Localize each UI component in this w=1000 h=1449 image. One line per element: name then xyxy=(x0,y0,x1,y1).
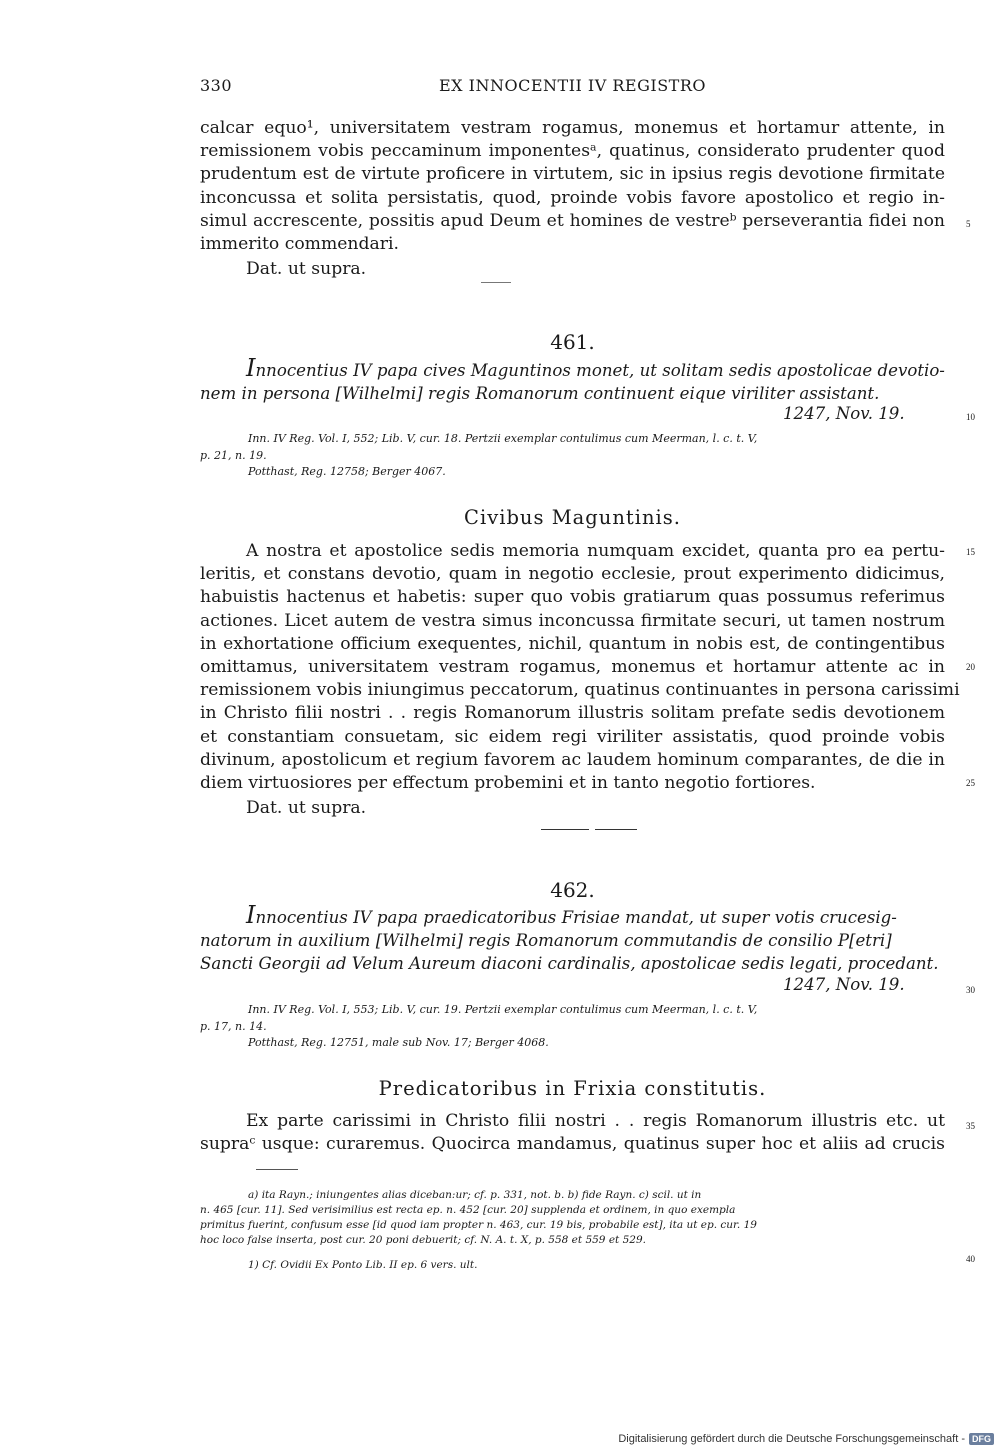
source-line: p. 21, n. 19. xyxy=(200,448,267,462)
footnote-line: 1) Cf. Ovidii Ex Ponto Lib. II ep. 6 vers. ult. xyxy=(248,1259,478,1271)
text-line: et constantiam consuetam, sic eidem regi viriliter assistatis, quod proinde vobis xyxy=(200,726,945,747)
regest-462 xyxy=(200,901,945,975)
source-line: p. 17, n. 14. xyxy=(200,1019,267,1033)
top-paragraph xyxy=(200,117,945,281)
text-line: Ex parte carissimi in Christo filii nostri . . regis Romanorum illustris etc. ut xyxy=(246,1111,945,1131)
regest-line: Sancti Georgii ad Velum Aureum diaconi cardinalis, apostolicae sedis legati, procedant. xyxy=(200,954,939,973)
text-line: actiones. Licet autem de vestra simus inconcussa firmitate securi, ut tamen nostrum xyxy=(200,610,945,631)
footnote-line: hoc loco false inserta, post cur. 20 poni debuerit; cf. N. A. t. X, p. 558 et 559 et 529. xyxy=(200,1234,646,1246)
text-line: remissionem vobis iniungimus peccatorum, quatinus continuantes in persona carissimi xyxy=(200,680,960,701)
text-line: diem virtuosiores per effectum probemini et in tanto negotio fortiores. xyxy=(200,773,816,794)
running-title: EX INNOCENTII IV REGISTRO xyxy=(439,76,706,95)
letter-body-462 xyxy=(200,1110,945,1156)
regest-line: nnocentius IV papa praedicatoribus Frisiae mandat, ut super votis crucesig- xyxy=(255,908,897,927)
source-461 xyxy=(200,431,945,481)
text-line: calcar equo¹, universitatem vestram rogamus, monemus et hortamur attente, in xyxy=(200,118,945,138)
text-line: supraᶜ usque: curaremus. Quocirca mandamus, quatinus super hoc et aliis ad crucis xyxy=(200,1134,945,1155)
dat-line: Dat. ut supra. xyxy=(246,798,367,819)
margin-number: 40 xyxy=(966,1254,975,1264)
text-line: leritis, et constans devotio, quam in negotio ecclesie, prout experimento didicimus, xyxy=(200,564,945,585)
letter-number-462: 462. xyxy=(550,878,595,902)
letter-body-461 xyxy=(200,540,960,820)
text-line: immerito commendari. xyxy=(200,234,399,255)
initial-letter: I xyxy=(246,354,256,382)
regest-line: nnocentius IV papa cives Maguntinos monet, ut solitam sedis apostolicae devotio- xyxy=(255,361,945,380)
dfg-logo: DFG xyxy=(969,1433,994,1445)
initial-letter: I xyxy=(246,901,256,929)
footnote-rule xyxy=(256,1169,298,1170)
address-461: Civibus Maguntinis. xyxy=(464,506,681,529)
date-462: 1247, Nov. 19. xyxy=(783,975,905,994)
margin-number: 10 xyxy=(966,412,975,422)
margin-number: 20 xyxy=(966,662,975,672)
text-line: A nostra et apostolice sedis memoria numquam excidet, quanta pro ea pertu- xyxy=(246,541,945,561)
text-line: simul accrescente, possitis apud Deum et homines de vestreᵇ perseverantia fidei non xyxy=(200,210,945,231)
text-line: divinum, apostolicum et regium favorem ac laudem hominum comparantes, de die in xyxy=(200,749,945,770)
page-number: 330 xyxy=(200,76,233,95)
text-line: omittamus, universitatem vestram rogamus, monemus et hortamur attente ac in xyxy=(200,657,945,678)
regest-line: natorum in auxilium [Wilhelmi] regis Romanorum commutandis de consilio P[etri] xyxy=(200,931,892,950)
text-line: in exhortatione officium exequentes, nichil, quantum in nobis est, de contingentibus xyxy=(200,633,945,654)
text-line: remissionem vobis peccaminum imponentesᵃ, quatinus, considerato prudenter quod xyxy=(200,141,945,162)
date-461: 1247, Nov. 19. xyxy=(783,404,905,423)
regest-461 xyxy=(200,354,945,405)
text-line: inconcussa et solita persistatis, quod, proinde vobis favore apostolico et regio in- xyxy=(200,187,945,208)
dat-line: Dat. ut supra. xyxy=(246,259,367,280)
source-line: Potthast, Reg. 12751, male sub Nov. 17; Berger 4068. xyxy=(248,1036,549,1049)
source-462 xyxy=(200,1002,945,1052)
footnote-line: primitus fuerint, confusum esse [id quod iam propter n. 463, cur. 19 bis, probabile est], ita ut ep. cur. 19 xyxy=(200,1219,757,1231)
margin-number: 30 xyxy=(966,985,975,995)
footnotes xyxy=(200,1188,945,1273)
regest-line: nem in persona [Wilhelmi] regis Romanorum continuent eique viriliter assistant. xyxy=(200,384,880,403)
footnote-line: a) ita Rayn.; iniungentes alias diceban:ur; cf. p. 331, not. b. b) fide Rayn. c) scil. ut in xyxy=(248,1189,702,1201)
separator-rule xyxy=(595,829,637,830)
source-line: Potthast, Reg. 12758; Berger 4067. xyxy=(248,465,446,478)
digitization-credit xyxy=(618,1433,994,1445)
address-462: Predicatoribus in Frixia constitutis. xyxy=(378,1077,767,1100)
margin-number: 25 xyxy=(966,778,975,788)
letter-number-461: 461. xyxy=(550,330,595,354)
footnote-line: n. 465 [cur. 11]. Sed verisimilius est recta ep. n. 452 [cur. 20] supplenda et ordinem, in quo exempla xyxy=(200,1204,736,1216)
text-line: in Christo filii nostri . . regis Romanorum illustris solitam prefate sedis devotionem xyxy=(200,703,945,724)
text-line: habuistis hactenus et habetis: super quo vobis gratiarum quas possumus referimus xyxy=(200,587,945,608)
source-line: Inn. IV Reg. Vol. I, 552; Lib. V, cur. 18. Pertzii exemplar contulimus cum Meerman, l. c. t. V, xyxy=(248,432,758,445)
credit-text: Digitalisierung gefördert durch die Deutsche Forschungsgemeinschaft - xyxy=(618,1433,965,1445)
margin-number: 15 xyxy=(966,547,975,557)
separator-rule xyxy=(541,829,589,830)
margin-number: 35 xyxy=(966,1121,975,1131)
text-line: prudentum est de virtute proficere in virtutem, sic in ipsius regis devotione firmitate xyxy=(200,164,945,185)
separator-rule xyxy=(481,282,511,283)
source-line: Inn. IV Reg. Vol. I, 553; Lib. V, cur. 19. Pertzii exemplar contulimus cum Meerman, l. c. t. V, xyxy=(248,1003,758,1016)
margin-number: 5 xyxy=(966,219,971,229)
